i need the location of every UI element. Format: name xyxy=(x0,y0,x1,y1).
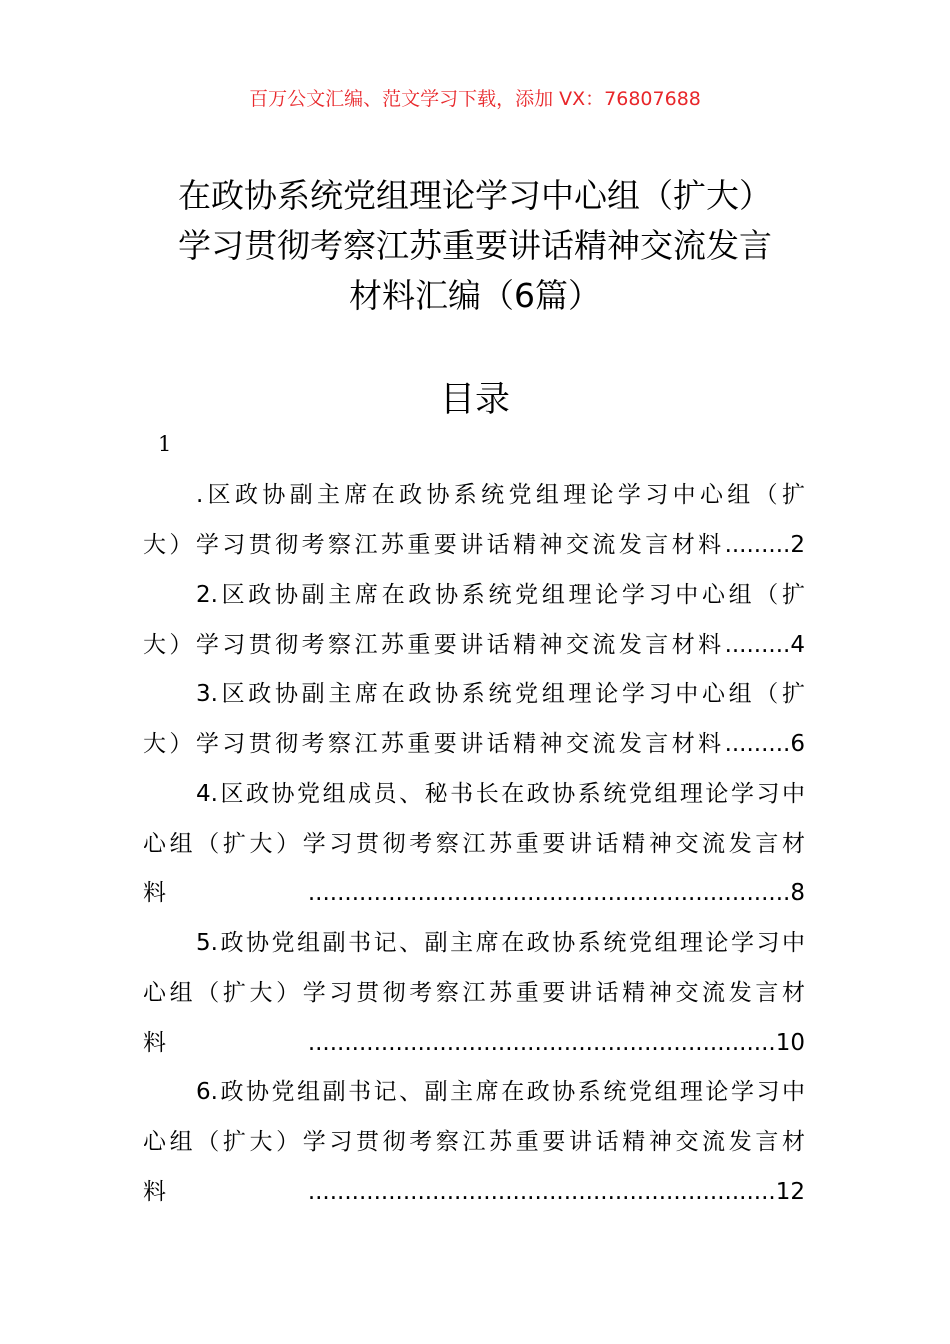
toc-entry-4-line-1[interactable]: 4.区政协党组成员、秘书长在政协系统党组理论学习中 xyxy=(196,781,805,807)
document-title-line-1: 在政协系统党组理论学习中心组（扩大） xyxy=(178,176,772,215)
toc-entry-5-line-1[interactable]: 5.政协党组副书记、副主席在政协系统党组理论学习中 xyxy=(196,930,805,956)
document-title-line-3: 材料汇编（6篇） xyxy=(349,276,601,315)
toc-entry-6-line-3[interactable]: 料................................................................12 xyxy=(143,1179,805,1205)
toc-entry-4-line-2[interactable]: 心组（扩大）学习贯彻考察江苏重要讲话精神交流发言材 xyxy=(143,831,805,857)
toc-entry-2-line-1[interactable]: 2.区政协副主席在政协系统党组理论学习中心组（扩 xyxy=(196,582,805,608)
toc-entry-4-line-3[interactable]: 料..................................................................8 xyxy=(143,880,805,906)
document-title-line-2: 学习贯彻考察江苏重要讲话精神交流发言 xyxy=(178,226,772,265)
toc-entry-5-line-3[interactable]: 料................................................................10 xyxy=(143,1030,805,1056)
toc-entry-6-line-1[interactable]: 6.政协党组副书记、副主席在政协系统党组理论学习中 xyxy=(196,1079,805,1105)
toc-entry-6-line-2[interactable]: 心组（扩大）学习贯彻考察江苏重要讲话精神交流发言材 xyxy=(143,1129,805,1155)
toc-marker: 1 xyxy=(158,432,172,456)
watermark-banner: 百万公文汇编、范文学习下载，添加 VX：76807688 xyxy=(249,88,701,110)
toc-heading: 目录 xyxy=(439,380,510,420)
toc-entry-3-line-2[interactable]: 大）学习贯彻考察江苏重要讲话精神交流发言材料.........6 xyxy=(143,731,805,757)
toc-entry-1-line-2[interactable]: 大）学习贯彻考察江苏重要讲话精神交流发言材料.........2 xyxy=(143,532,805,558)
toc-entry-2-line-2[interactable]: 大）学习贯彻考察江苏重要讲话精神交流发言材料.........4 xyxy=(143,632,805,658)
toc-entry-1-line-1[interactable]: .区政协副主席在政协系统党组理论学习中心组（扩 xyxy=(196,482,805,508)
toc-entry-3-line-1[interactable]: 3.区政协副主席在政协系统党组理论学习中心组（扩 xyxy=(196,681,805,707)
toc-entry-5-line-2[interactable]: 心组（扩大）学习贯彻考察江苏重要讲话精神交流发言材 xyxy=(143,980,805,1006)
